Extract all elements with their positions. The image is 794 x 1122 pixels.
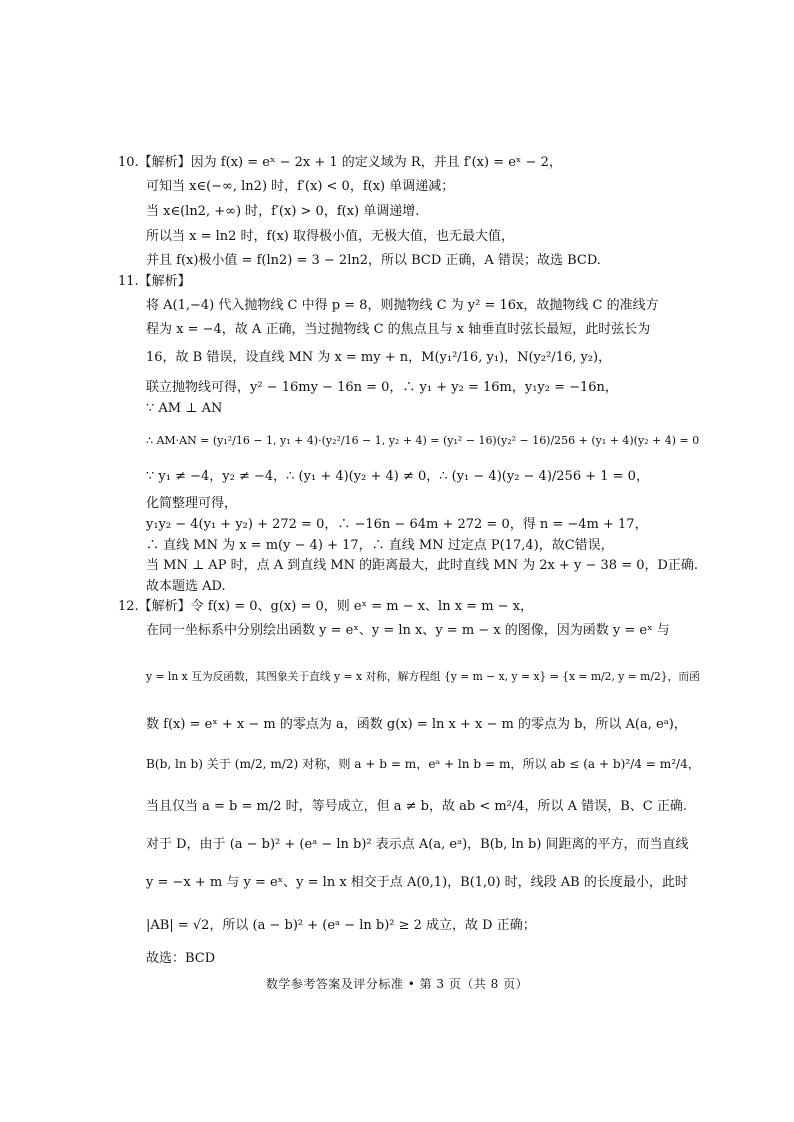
q10-line-4: 所以当 x = ln2 时，f(x) 取得极小值，无极大值，也无最大值， — [146, 229, 514, 244]
q12-line-7: 对于 D，由于 (a − b)² + (eᵃ − ln b)² 表示点 A(a, eᵃ)，B(b, ln b) 间距离的平方，而当直线 — [146, 837, 689, 852]
q10-line-1: 10.【解析】因为 f(x) = eˣ − 2x + 1 的定义域为 R，并且 f′(x) = eˣ − 2， — [118, 155, 562, 170]
q10-line-3: 当 x∈(ln2, +∞) 时，f′(x) > 0，f(x) 单调递增. — [146, 204, 420, 219]
q11-line-11: 当 MN ⊥ AP 时，点 A 到直线 MN 的距离最大，此时直线 MN 为 2x + y − 38 = 0，D正确. — [146, 558, 699, 573]
q11-line-5: ∵ AM ⊥ AN — [146, 401, 223, 416]
q12-line-1: 12.【解析】令 f(x) = 0、g(x) = 0，则 eˣ = m − x、ln x = m − x， — [118, 599, 534, 614]
q11-line-6: ∴ AM·AN = (y₁²/16 − 1, y₁ + 4)·(y₂²/16 − 1, y₂ + 4) = (y₁² − 16)(y₂² − 16)/256 + (y₁ + 4)(y₂ + 4) = 0 — [146, 434, 700, 447]
q12-line-3: y = ln x 互为反函数，其图象关于直线 y = x 对称，解方程组 {y = m − x, y = x} ⇒ {x = m/2, y = m/2}，而函 — [146, 670, 700, 683]
q12-line-4: 数 f(x) = eˣ + x − m 的零点为 a，函数 g(x) = ln x + x − m 的零点为 b，所以 A(a, eᵃ)， — [146, 717, 687, 732]
q12-line-8: y = −x + m 与 y = eˣ、y = ln x 相交于点 A(0,1)，B(1,0) 时，线段 AB 的长度最小，此时 — [146, 875, 688, 890]
q11-line-4: 联立抛物线可得，y² − 16my − 16n = 0，∴ y₁ + y₂ = 16m，y₁y₂ = −16n， — [146, 380, 618, 395]
q11-line-8: 化简整理可得， — [146, 496, 238, 511]
q11-line-2: 程为 x = −4，故 A 正确，当过抛物线 C 的焦点且与 x 轴垂直时弦长最短，此时弦长为 — [146, 322, 651, 337]
q11-line-10: ∴ 直线 MN 为 x = m(y − 4) + 17，∴ 直线 MN 过定点 P(17,4)，故C错误， — [146, 538, 614, 553]
q12-line-6: 当且仅当 a = b = m/2 时，等号成立，但 a ≠ b，故 ab < m²/4，所以 A 错误，B、C 正确. — [146, 799, 687, 814]
q11-line-7: ∵ y₁ ≠ −4，y₂ ≠ −4，∴ (y₁ + 4)(y₂ + 4) ≠ 0，∴ (y₁ − 4)(y₂ − 4)/256 + 1 = 0， — [146, 469, 649, 484]
q11-line-1: 将 A(1,−4) 代入抛物线 C 中得 p = 8，则抛物线 C 为 y² = 16x，故抛物线 C 的准线方 — [146, 298, 659, 313]
q12-answer: 故选：BCD — [146, 951, 216, 966]
q11-line-12: 故本题选 AD. — [146, 579, 226, 594]
q12-line-2: 在同一坐标系中分别绘出函数 y = eˣ、y = ln x、y = m − x 的图像，因为函数 y = eˣ 与 — [146, 623, 670, 638]
q10-line-2: 可知当 x∈(−∞, ln2) 时，f′(x) < 0，f(x) 单调递减； — [146, 179, 455, 194]
q10-line-5: 并且 f(x)极小值 = f(ln2) = 3 − 2ln2，所以 BCD 正确，A 错误；故选 BCD. — [146, 253, 601, 268]
q12-line-9: |AB| = √2，所以 (a − b)² + (eᵃ − ln b)² ≥ 2 成立，故 D 正确； — [146, 918, 536, 933]
q11-heading: 11.【解析】 — [118, 274, 191, 289]
q11-line-9: y₁y₂ − 4(y₁ + y₂) + 272 = 0，∴ −16n − 64m + 272 = 0，得 n = −4m + 17， — [146, 517, 648, 532]
q12-line-5: B(b, ln b) 关于 (m/2, m/2) 对称，则 a + b = m，eᵃ + ln b = m，所以 ab ≤ (a + b)²/4 = m²/4， — [146, 757, 700, 771]
q11-line-3: 16，故 B 错误，设直线 MN 为 x = my + n，M(y₁²/16, y₁)，N(y₂²/16, y₂)， — [146, 350, 612, 365]
page-footer: 数学参考答案及评分标准 • 第 3 页（共 8 页） — [265, 977, 529, 991]
